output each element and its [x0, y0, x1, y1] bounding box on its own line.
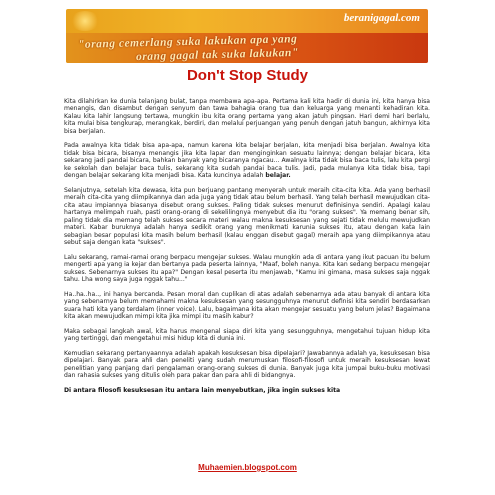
page-title: Don't Stop Study [186, 67, 309, 84]
footer-link[interactable]: Muhaemien.blogspot.com [198, 463, 297, 472]
paragraph-3: Selanjutnya, setelah kita dewasa, kita pun berjuang pantang menyerah untuk meraih cita-cita kita. Ada yang berhasil meraih cita-cita yang diimpikannya dan ada juga yang tidak atau belum berhasil. Yang telah berhasil mewujudkan cita-cita atau impiannya biasanya disebut orang sukses. Paling tidak sukses menurut definisinya sendiri. Apalagi kalau hartanya melimpah ruah, pasti orang-orang di sekelilingnya menyebut dia itu "orang sukses". Ya memang benar sih, paling tidak dia memang telah sukses secara materi walau makna kesuksesan yang sejati tidak melulu mewujudkan materi. Kabar buruknya adalah hanya sedikit orang yang menikmati karunia sukses itu, atau dengan kata lain sebagian besar populasi kita masih belum berhasil (kalau enggan disebut gagal) meraih apa yang diimpikannya atau sebut saja dengan kata "sukses". [64, 186, 430, 247]
closing-line: Di antara filosofi kesuksesan itu antara lain menyebutkan, jika ingin sukses kita [64, 386, 341, 394]
article-body [64, 98, 430, 401]
banner-slogan-line-1: "orang cemerlang suka lakukan apa yang [77, 33, 298, 51]
paragraph-1: Kita dilahirkan ke dunia telanjang bulat, tanpa membawa apa-apa. Pertama kali kita hadir di dunia ini, kita hanya bisa menangis, dan disambut dengan senyum dan tawa bahagia orang tua dan keluarga yang menanti kehadiran kita. Kalau kita lahir langsung tertawa, mungkin ibu kita orang pertama yang akan jatuh pingsan. Hari demi hari berlalu, kita mulai bisa tengkurap, merangkak, berdiri, dan melalui perjuangan yang penuh dengan jatuh bangun, akhirnya kita bisa berjalan. [64, 98, 430, 135]
banner-site-name: beranigagal.com [343, 12, 420, 24]
paragraph-5: Ha..ha..ha.., ini hanya bercanda. Pesan moral dan cuplikan di atas adalah sebenarnya ada atau banyak di antara kita yang sebenarnya belum memahami makna kesuksesan yang sesungguhnya menurut definisi kita sendiri berdasarkan suara hati kita yang terdalam (inner voice). Lalu, bagaimana kita akan mengejar sesuatu yang belum jelas? Bagaimana kita akan mewujudkan mimpi kita jika mimpi itu masih kabur? [64, 290, 430, 321]
paragraph-4: Lalu sekarang, ramai-ramai orang berpacu mengejar sukses. Walau mungkin ada di antara yang ikut pacuan itu belum mengerti apa yang ia kejar dan bertanya pada peserta lainnya, "Maaf, boleh nanya. Kita kan sedang berpacu mengejar sukses. Sebenarnya sukses itu apa?" Dengan kesal peserta itu menjawab, "Kamu ini gimana, masa sukses saja nggak tahu. Lha wong saya juga nggak tahu..." [64, 253, 430, 284]
keyword-belajar: belajar. [265, 172, 291, 180]
paragraph-6: Maka sebagai langkah awal, kita harus mengenal siapa diri kita yang sesungguhnya, mengetahui tujuan hidup kita yang tertinggi, dan mengetahui misi hidup kita di dunia ini. [64, 327, 430, 343]
header-banner [66, 9, 428, 63]
paragraph-7: Kemudian sekarang pertanyaannya adalah apakah kesuksesan bisa dipelajari? Jawabannya adalah ya, kesuksesan bisa dipelajari. Banyak para ahli dan peneliti yang sudah merumuskan filosofi-filosofi untuk meraih kesuksesan lewat penelitian yang panjang dari pengalaman orang-orang sukses di dunia. Banyak juga kita jumpai buku-buku motivasi dan rahasia sukses yang ditulis oleh para pakar dan para ahli di bidangnya. [64, 349, 430, 380]
sun-glow-image [70, 11, 100, 31]
banner-slogan-line-2: orang gagal tak suka lakukan" [135, 46, 299, 63]
paragraph-2: Pada awalnya kita tidak bisa apa-apa, namun karena kita belajar berjalan, kita menjadi bisa berjalan. Awalnya kita tidak bisa bicara, bisanya menangis jika kita lapar dan menginginkan sesuatu lainnya; dengan belajar bicara, kita sekarang jadi pandai bicara, bahkan banyak yang bicaranya ngacau... Awalnya kita tidak bisa baca tulis, lalu kita pergi ke sekolah dan belajar baca tulis, sekarang kita sudah pandai baca tulis. Jadi, pada mulanya kita tidak bisa, tapi dengan belajar sekarang kita menjadi bisa. Kata kuncinya adalah belajar. [64, 142, 430, 180]
